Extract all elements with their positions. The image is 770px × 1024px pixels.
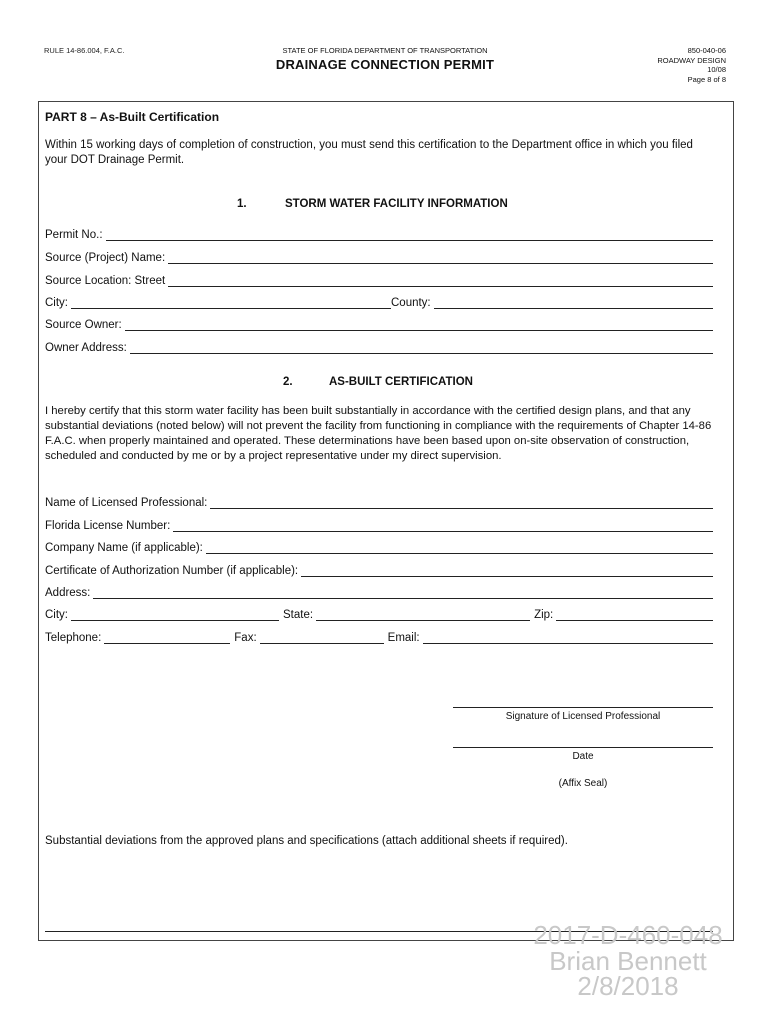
- source-name-field[interactable]: [45, 248, 713, 264]
- telephone-label: Telephone:: [45, 632, 102, 644]
- license-number-field[interactable]: [45, 516, 713, 532]
- form-meta: [657, 46, 726, 84]
- source-owner-line[interactable]: [125, 319, 713, 331]
- source-name-label: Source (Project) Name:: [45, 252, 166, 264]
- cert-auth-number-label: Certificate of Authorization Number (if applicable):: [45, 565, 299, 577]
- state-line[interactable]: [316, 609, 530, 621]
- rule-citation: RULE 14-86.004, F.A.C.: [44, 46, 125, 55]
- city2-line[interactable]: [71, 609, 279, 621]
- owner-address-field[interactable]: [45, 338, 713, 354]
- form-revision: 10/08: [707, 65, 726, 74]
- source-location-label: Source Location: Street: [45, 275, 166, 287]
- city-state-zip-row: [45, 605, 713, 621]
- phone-fax-email-row: [45, 628, 713, 644]
- permit-number-field[interactable]: [45, 225, 713, 241]
- part-intro: Within 15 working days of completion of construction, you must send this certification to the Department office in which you filed your DOT Drainage Permit.: [45, 139, 693, 166]
- source-owner-label: Source Owner:: [45, 319, 122, 331]
- source-location-field[interactable]: [45, 271, 713, 287]
- watermark-date: 2/8/2018: [577, 971, 679, 1001]
- state-label: State:: [283, 609, 314, 621]
- email-line[interactable]: [423, 632, 713, 644]
- zip-label: Zip:: [534, 609, 554, 621]
- source-location-line[interactable]: [168, 275, 713, 287]
- city-county-row: [45, 293, 713, 309]
- telephone-line[interactable]: [104, 632, 230, 644]
- city2-label: City:: [45, 609, 68, 621]
- zip-line[interactable]: [556, 609, 713, 621]
- licensed-professional-field[interactable]: [45, 493, 713, 509]
- deviations-label: Substantial deviations from the approved plans and specifications (attach additional sheets if required).: [45, 835, 568, 847]
- company-name-label: Company Name (if applicable):: [45, 542, 203, 554]
- date-label: Date: [572, 751, 594, 762]
- section2-title: AS-BUILT CERTIFICATION: [329, 376, 473, 388]
- owner-address-label: Owner Address:: [45, 342, 127, 354]
- section1-title: STORM WATER FACILITY INFORMATION: [285, 198, 508, 210]
- form-number: 850-040-06: [687, 46, 726, 55]
- company-name-field[interactable]: [45, 538, 713, 554]
- city-line[interactable]: [71, 297, 391, 309]
- license-number-line[interactable]: [173, 520, 713, 532]
- agency-name: STATE OF FLORIDA DEPARTMENT OF TRANSPORTATION: [282, 46, 488, 55]
- address-label: Address:: [45, 587, 91, 599]
- cert-auth-number-field[interactable]: [45, 561, 713, 577]
- cert-auth-number-line[interactable]: [301, 565, 713, 577]
- license-number-label: Florida License Number:: [45, 520, 171, 532]
- permit-number-line[interactable]: [106, 229, 713, 241]
- source-name-line[interactable]: [168, 252, 713, 264]
- signature-label: Signature of Licensed Professional: [505, 711, 661, 722]
- form-division: ROADWAY DESIGN: [657, 55, 726, 65]
- owner-address-line[interactable]: [130, 342, 713, 354]
- date-line[interactable]: [453, 747, 713, 748]
- page-number: Page 8 of 8: [687, 74, 726, 84]
- part-heading: PART 8 – As-Built Certification: [45, 110, 220, 124]
- form-title: DRAINAGE CONNECTION PERMIT: [275, 57, 495, 72]
- county-label: County:: [391, 297, 431, 309]
- licensed-professional-label: Name of Licensed Professional:: [45, 497, 208, 509]
- company-name-line[interactable]: [206, 542, 713, 554]
- certification-statement: I hereby certify that this storm water facility has been built substantially in accordance with the certified design plans, and that any substantial deviations (noted below) will not prevent the facility from functioning in compliance with the requirements of Chapter 14-86 F.A.C. when properly maintained and operated. These determinations have been based upon on-site observation of construction, scheduled and conducted by me or by a project representative under my direct supervision.: [45, 405, 712, 462]
- section2-number: 2.: [283, 376, 293, 388]
- signature-line[interactable]: [453, 707, 713, 708]
- address-line[interactable]: [93, 587, 713, 599]
- address-field[interactable]: [45, 583, 713, 599]
- affix-seal-label: (Affix Seal): [558, 778, 608, 789]
- city-label: City:: [45, 297, 68, 309]
- county-line[interactable]: [434, 297, 713, 309]
- email-label: Email:: [387, 632, 420, 644]
- source-owner-field[interactable]: [45, 315, 713, 331]
- watermark-permit-id: 2017-D-460-048: [533, 920, 723, 950]
- section1-number: 1.: [237, 198, 247, 210]
- fax-label: Fax:: [234, 632, 257, 644]
- licensed-professional-line[interactable]: [210, 497, 713, 509]
- fax-line[interactable]: [260, 632, 384, 644]
- watermark-name: Brian Bennett: [549, 946, 707, 976]
- permit-number-label: Permit No.:: [45, 229, 103, 241]
